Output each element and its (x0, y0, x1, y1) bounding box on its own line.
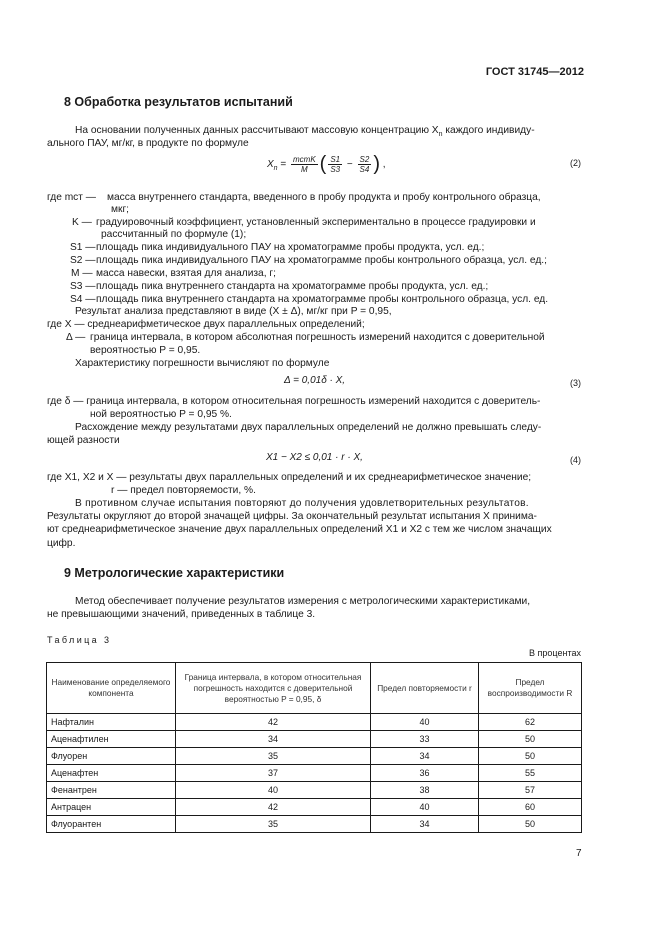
cell-name: Антрацен (47, 799, 176, 816)
def-s4-text: площадь пика внутреннего стандарта на хроматограмме пробы контрольного образца, усл. ед. (96, 294, 549, 305)
def-mst-cont: мкг; (111, 204, 130, 215)
def-s1-symbol: S1 — (70, 242, 96, 253)
table-caption: Таблица 3 (47, 635, 112, 645)
section-9-title: 9 Метрологические характеристики (64, 566, 285, 580)
cell-interval: 40 (176, 782, 371, 799)
cell-interval: 34 (176, 731, 371, 748)
final-line-1: В противном случае испытания повторяют до получения удовлетворительных результатов. (75, 498, 529, 509)
equation-number-3: (3) (570, 378, 581, 388)
cell-name: Нафталин (47, 714, 176, 731)
char-line: Характеристику погрешности вычисляют по формуле (75, 358, 330, 369)
cell-interval: 42 (176, 714, 371, 731)
table-row (47, 816, 582, 833)
def-m-text: масса навески, взятая для анализа, г; (96, 268, 276, 279)
cell-repeatability: 36 (371, 765, 479, 782)
table-row (47, 714, 582, 731)
where-x-line: где X — среднеарифметическое двух параллельных определений; (47, 319, 365, 330)
cell-name: Фенантрен (47, 782, 176, 799)
where4-line-2: r — предел повторяемости, %. (111, 485, 256, 496)
final-line-4: цифр. (47, 538, 76, 549)
def-k-cont: рассчитанный по формуле (1); (101, 229, 247, 240)
def-s3-text: площадь пика внутреннего стандарта на хроматограмме пробы продукта, усл. ед.; (96, 281, 489, 292)
table-row (47, 748, 582, 765)
page-number: 7 (576, 848, 582, 859)
section-8-title: 8 Обработка результатов испытаний (64, 95, 293, 109)
table-header-row (47, 663, 582, 714)
cell-name: Аценафтен (47, 765, 176, 782)
table-row (47, 799, 582, 816)
cell-repeatability: 38 (371, 782, 479, 799)
def-delta-text: граница интервала, в котором абсолютная погрешность измерений находится с доверительной (90, 332, 545, 343)
header-component: Наименование определяемого компонента (47, 663, 176, 714)
section9-line-1: Метод обеспечивает получение результатов измерения с метрологическими характеристиками, (75, 596, 531, 607)
cell-reproducibility: 50 (479, 816, 582, 833)
def-s1-text: площадь пика индивидуального ПАУ на хроматограмме пробы продукта, усл. ед.; (96, 242, 485, 253)
cell-repeatability: 40 (371, 799, 479, 816)
def-s3-symbol: S3 — (70, 281, 96, 292)
formula-2: $X_n$ = $\frac{\text{mстK}}{M}$ ( $\frac{S1}{S3}$ − $\frac{S2}{S4}$ ) , (267, 153, 386, 175)
table-row (47, 731, 582, 748)
def-s2-text: площадь пика индивидуального ПАУ на хроматограмме пробы контрольного образца, усл. ед.; (96, 255, 547, 266)
cell-interval: 35 (176, 748, 371, 765)
header-repeatability: Предел повторяемости r (371, 663, 479, 714)
equation-number-4: (4) (570, 455, 581, 465)
cell-reproducibility: 50 (479, 731, 582, 748)
def-m-symbol: M — (71, 268, 93, 279)
cell-interval: 37 (176, 765, 371, 782)
cell-interval: 42 (176, 799, 371, 816)
header-reproducibility: Предел воспроизводимости R (479, 663, 582, 714)
cell-name: Флуорен (47, 748, 176, 765)
def-delta-symbol: Δ — (66, 332, 86, 343)
final-line-2: Результаты округляют до второй значащей цифры. За окончательный результат испытания X принима- (47, 511, 537, 522)
diff-line-2: ющей разности (47, 435, 120, 446)
delta2-line-1: где δ — граница интервала, в котором относительная погрешность измерений находится с доверитель- (47, 396, 541, 407)
formula-3: Δ = 0,01δ · X, (284, 375, 346, 386)
cell-name: Флуорантен (47, 816, 176, 833)
document-code: ГОСТ 31745—2012 (485, 66, 584, 78)
cell-reproducibility: 60 (479, 799, 582, 816)
def-k-symbol: K — (72, 217, 92, 228)
cell-reproducibility: 55 (479, 765, 582, 782)
cell-name: Аценафтилен (47, 731, 176, 748)
where4-line-1: где X1, X2 и X — результаты двух параллельных определений и их среднеарифметическое значение; (47, 472, 532, 483)
delta2-line-2: ной вероятностью P = 0,95 %. (90, 409, 232, 420)
def-mst-symbol: где mст — (47, 192, 96, 203)
def-k-text: градуировочный коэффициент, установленный экспериментально в процессе градуировки и (96, 217, 536, 228)
cell-interval: 35 (176, 816, 371, 833)
intro-line-2: ального ПАУ, мг/кг, в продукте по формуле (47, 138, 249, 149)
cell-reproducibility: 62 (479, 714, 582, 731)
diff-line-1: Расхождение между результатами двух параллельных определений не должно превышать следу- (75, 422, 542, 433)
cell-repeatability: 34 (371, 816, 479, 833)
cell-repeatability: 40 (371, 714, 479, 731)
cell-repeatability: 33 (371, 731, 479, 748)
table-units: В процентах (529, 648, 581, 658)
equation-number-2: (2) (570, 158, 581, 168)
intro-line-1: На основании полученных данных рассчитывают массовую концентрацию $X_n$ каждого индивиду- (75, 125, 535, 139)
def-s2-symbol: S2 — (70, 255, 96, 266)
metrology-table (46, 662, 582, 833)
formula-4: X1 − X2 ≤ 0,01 · r · X, (266, 452, 363, 463)
final-line-3: ют среднеарифметическое значение двух параллельных определений X1 и X2 с тем же числом значащих (47, 524, 552, 535)
table-row (47, 765, 582, 782)
section9-line-2: не превышающими значений, приведенных в таблице 3. (47, 609, 316, 620)
header-interval: Граница интервала, в котором относительная погрешность находится с доверительной вероятностью P = 0,95, δ (176, 663, 371, 714)
def-mst-text: масса внутреннего стандарта, введенного в пробу продукта и пробу контрольного образца, (107, 192, 541, 203)
cell-reproducibility: 57 (479, 782, 582, 799)
result-line: Результат анализа представляют в виде (X ± Δ), мг/кг при P = 0,95, (75, 306, 392, 317)
cell-repeatability: 34 (371, 748, 479, 765)
cell-reproducibility: 50 (479, 748, 582, 765)
def-s4-symbol: S4 — (70, 294, 96, 305)
table-row (47, 782, 582, 799)
def-delta-cont: вероятностью P = 0,95. (90, 345, 201, 356)
